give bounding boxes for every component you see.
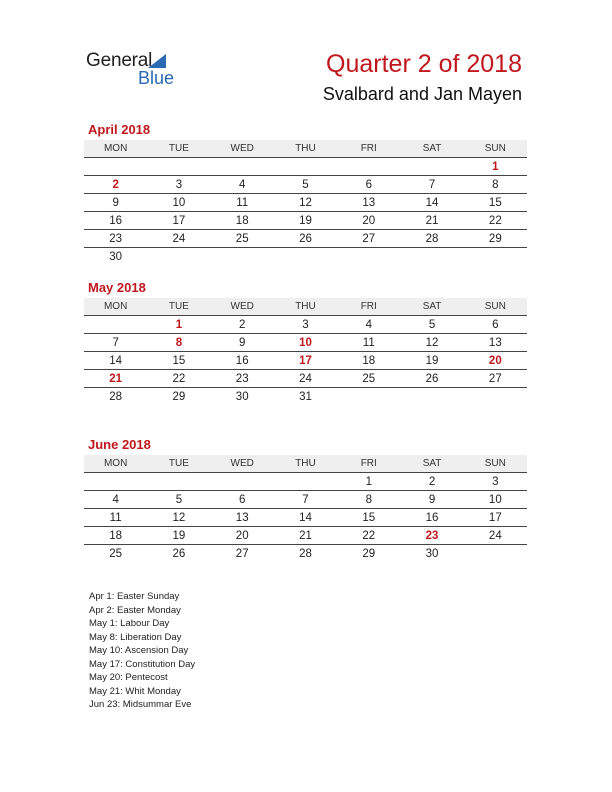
day-cell: 17 xyxy=(299,354,312,367)
day-cell: 27 xyxy=(235,547,249,560)
day-cell: 13 xyxy=(235,511,249,524)
day-cell: 6 xyxy=(492,318,499,331)
day-cell: 15 xyxy=(488,196,502,209)
day-cell: 8 xyxy=(175,336,183,349)
weekday-label: TUE xyxy=(168,301,189,312)
weekday-label: FRI xyxy=(360,458,377,469)
week-row xyxy=(84,334,527,352)
logo xyxy=(86,50,196,90)
day-cell: 19 xyxy=(299,214,312,227)
weekday-label: TUE xyxy=(168,143,189,154)
day-cell: 4 xyxy=(112,493,119,506)
day-cell: 19 xyxy=(172,529,186,542)
weekday-header xyxy=(84,455,527,473)
day-cell: 3 xyxy=(492,475,499,488)
weekday-label: MON xyxy=(103,143,128,154)
weekday-label: SUN xyxy=(484,301,506,312)
weekday-label: THU xyxy=(295,143,316,154)
day-cell: 8 xyxy=(492,178,499,191)
day-cell: 16 xyxy=(109,214,123,227)
day-cell: 1 xyxy=(365,475,372,488)
weekday-label: WED xyxy=(230,301,254,312)
day-cell: 5 xyxy=(302,178,309,191)
holiday-note: May 21: Whit Monday xyxy=(89,685,181,697)
weekday-header xyxy=(84,298,527,316)
week-row xyxy=(84,194,527,212)
day-cell: 13 xyxy=(362,196,376,209)
day-cell: 22 xyxy=(488,214,502,227)
day-cell: 28 xyxy=(425,232,439,245)
day-cell: 24 xyxy=(172,232,186,245)
month-june xyxy=(84,437,527,562)
day-cell: 28 xyxy=(109,390,123,403)
week-row xyxy=(84,370,527,388)
weekday-label: THU xyxy=(295,458,316,469)
day-cell: 20 xyxy=(362,214,376,227)
holiday-note: May 10: Ascension Day xyxy=(89,645,189,656)
day-cell: 18 xyxy=(362,354,376,367)
day-cell: 21 xyxy=(425,214,439,227)
weekday-header xyxy=(84,140,527,158)
weekday-label: MON xyxy=(103,458,128,469)
day-cell: 15 xyxy=(362,511,376,524)
day-cell: 1 xyxy=(492,160,499,173)
weekday-label: WED xyxy=(230,458,254,469)
day-cell: 6 xyxy=(365,178,372,191)
day-cell: 31 xyxy=(299,390,312,403)
day-cell: 26 xyxy=(299,232,312,245)
holiday-note: May 20: Pentecost xyxy=(89,672,168,683)
day-cell: 15 xyxy=(172,354,186,367)
day-cell: 7 xyxy=(302,493,309,506)
day-cell: 7 xyxy=(112,336,119,349)
day-cell: 20 xyxy=(488,354,502,367)
week-row xyxy=(84,509,527,527)
day-cell: 6 xyxy=(239,493,246,506)
day-cell: 30 xyxy=(235,390,249,403)
day-cell: 22 xyxy=(362,529,376,542)
holiday-note: Jun 23: Midsummar Eve xyxy=(89,699,192,710)
week-row xyxy=(84,176,527,194)
holiday-note: May 8: Liberation Day xyxy=(89,631,182,643)
day-cell: 23 xyxy=(425,529,439,542)
week-row xyxy=(84,545,527,562)
month-title: April 2018 xyxy=(88,122,151,137)
day-cell: 2 xyxy=(112,178,119,191)
month-may xyxy=(84,280,527,405)
holiday-note: Apr 2: Easter Monday xyxy=(89,604,181,616)
holiday-note: May 17: Constitution Day xyxy=(89,658,196,670)
day-cell: 13 xyxy=(488,336,502,349)
day-cell: 14 xyxy=(425,196,439,209)
day-cell: 3 xyxy=(302,318,309,331)
day-cell: 25 xyxy=(109,547,123,560)
day-cell: 9 xyxy=(239,336,246,349)
month-title: May 2018 xyxy=(88,280,146,295)
day-cell: 26 xyxy=(425,372,439,385)
day-cell: 14 xyxy=(109,354,123,367)
weekday-label: THU xyxy=(295,301,316,312)
day-cell: 9 xyxy=(428,493,436,506)
day-cell: 10 xyxy=(299,336,312,349)
day-cell: 21 xyxy=(109,372,123,385)
holiday-notes xyxy=(89,590,195,712)
day-cell: 16 xyxy=(235,354,249,367)
weekday-label: SUN xyxy=(484,143,506,154)
month-title: June 2018 xyxy=(88,437,151,452)
week-row xyxy=(84,473,527,491)
day-cell: 5 xyxy=(175,493,183,506)
day-cell: 21 xyxy=(299,529,312,542)
day-cell: 22 xyxy=(172,372,186,385)
weekday-label: SUN xyxy=(484,458,506,469)
day-cell: 5 xyxy=(428,318,436,331)
day-cell: 10 xyxy=(488,493,502,506)
day-cell: 8 xyxy=(365,493,372,506)
day-cell: 24 xyxy=(299,372,312,385)
day-cell: 19 xyxy=(425,354,439,367)
day-cell: 4 xyxy=(365,318,372,331)
day-cell: 4 xyxy=(239,178,246,191)
day-cell: 24 xyxy=(488,529,502,542)
day-cell: 17 xyxy=(488,511,502,524)
week-row xyxy=(84,248,527,265)
week-row xyxy=(84,388,527,405)
day-cell: 11 xyxy=(109,511,122,524)
day-cell: 18 xyxy=(109,529,123,542)
page-subtitle: Svalbard and Jan Mayen xyxy=(322,84,522,104)
week-row xyxy=(84,527,527,545)
day-cell: 18 xyxy=(235,214,249,227)
week-row xyxy=(84,352,527,370)
day-cell: 2 xyxy=(239,318,246,331)
weekday-label: SAT xyxy=(422,458,442,469)
logo-triangle-icon xyxy=(148,54,166,68)
day-cell: 26 xyxy=(172,547,186,560)
day-cell: 11 xyxy=(362,336,375,349)
day-cell: 29 xyxy=(488,232,502,245)
day-cell: 1 xyxy=(175,318,183,331)
page-title: Quarter 2 of 2018 xyxy=(326,50,522,78)
day-cell: 11 xyxy=(236,196,249,209)
holiday-note: May 1: Labour Day xyxy=(89,618,170,629)
day-cell: 12 xyxy=(299,196,312,209)
holiday-note: Apr 1: Easter Sunday xyxy=(89,591,180,602)
week-row xyxy=(84,230,527,248)
day-cell: 30 xyxy=(109,250,123,263)
weekday-label: FRI xyxy=(360,143,377,154)
day-cell: 17 xyxy=(172,214,186,227)
day-cell: 23 xyxy=(235,372,249,385)
week-row xyxy=(84,212,527,230)
weekday-label: FRI xyxy=(360,301,377,312)
weekday-label: MON xyxy=(103,301,128,312)
day-cell: 10 xyxy=(172,196,186,209)
day-cell: 12 xyxy=(172,511,186,524)
day-cell: 3 xyxy=(175,178,183,191)
weekday-label: WED xyxy=(230,143,254,154)
day-cell: 30 xyxy=(425,547,439,560)
day-cell: 27 xyxy=(488,372,502,385)
week-row xyxy=(84,491,527,509)
weekday-label: SAT xyxy=(422,143,442,154)
day-cell: 14 xyxy=(299,511,312,524)
day-cell: 2 xyxy=(428,475,436,488)
weekday-label: TUE xyxy=(168,458,189,469)
month-april xyxy=(84,122,527,265)
day-cell: 25 xyxy=(235,232,249,245)
day-cell: 25 xyxy=(362,372,376,385)
logo-general-text: General xyxy=(86,50,153,71)
day-cell: 16 xyxy=(425,511,439,524)
logo-blue-text: Blue xyxy=(138,68,175,88)
day-cell: 9 xyxy=(112,196,119,209)
day-cell: 27 xyxy=(362,232,376,245)
day-cell: 20 xyxy=(235,529,249,542)
weekday-label: SAT xyxy=(422,301,442,312)
week-row xyxy=(84,316,527,334)
week-row xyxy=(84,158,527,176)
day-cell: 29 xyxy=(362,547,376,560)
day-cell: 23 xyxy=(109,232,123,245)
day-cell: 12 xyxy=(425,336,439,349)
day-cell: 29 xyxy=(172,390,186,403)
day-cell: 28 xyxy=(299,547,312,560)
day-cell: 7 xyxy=(428,178,436,191)
